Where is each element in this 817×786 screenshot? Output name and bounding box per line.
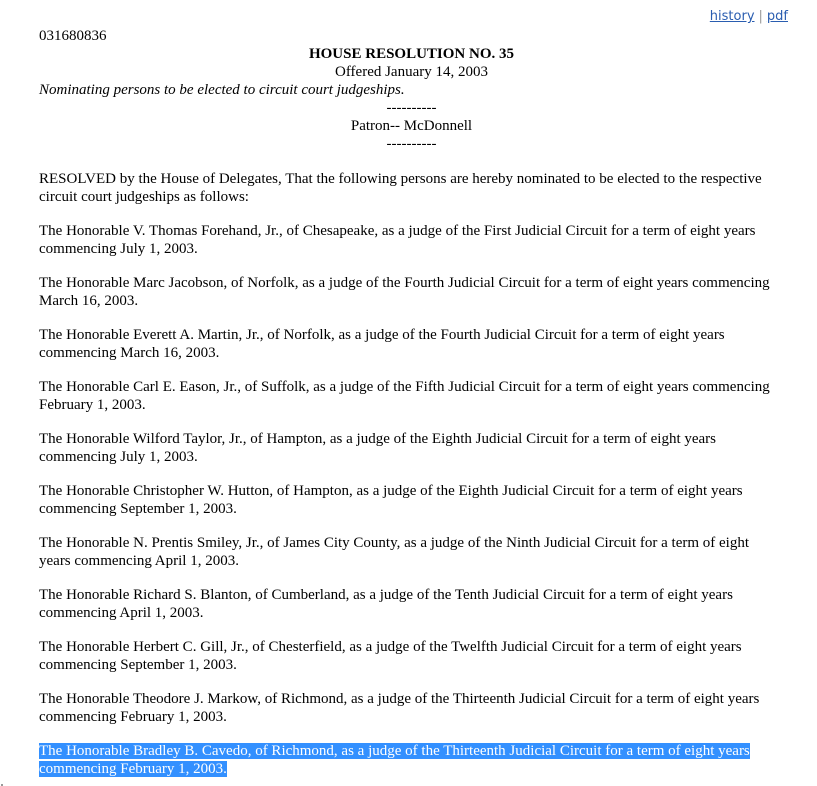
- divider-top: ----------: [386, 100, 437, 116]
- nomination-paragraph-selected: [39, 742, 784, 778]
- nomination-paragraph: The Honorable V. Thomas Forehand, Jr., of Chesapeake, as a judge of the First Judicial Circuit for a term of eight years commencing July 1, 2003.: [39, 223, 756, 257]
- nomination-paragraph: The Honorable Richard S. Blanton, of Cumberland, as a judge of the Tenth Judicial Circuit for a term of eight years commencing April 1, 2003.: [39, 587, 733, 621]
- nomination-paragraph: The Honorable Wilford Taylor, Jr., of Hampton, as a judge of the Eighth Judicial Circuit for a term of eight years commencing July 1, 2003.: [39, 431, 717, 465]
- nomination-paragraph: The Honorable Marc Jacobson, of Norfolk, as a judge of the Fourth Judicial Circuit for a term of eight years commencing March 16, 2003.: [39, 275, 770, 309]
- pdf-link[interactable]: pdf: [766, 9, 788, 24]
- document-id: 031680836: [39, 28, 107, 44]
- resolution-summary: Nominating persons to be elected to circuit court judgeships.: [39, 82, 405, 98]
- nomination-paragraph: The Honorable Everett A. Martin, Jr., of Norfolk, as a judge of the Fourth Judicial Circuit for a term of eight years commencing March 16, 2003.: [39, 327, 725, 361]
- nomination-paragraph: The Honorable Theodore J. Markow, of Richmond, as a judge of the Thirteenth Judicial Circuit for a term of eight years commencing February 1, 2003.: [39, 691, 760, 725]
- top-links: [710, 9, 788, 24]
- nomination-paragraph: The Honorable Herbert C. Gill, Jr., of Chesterfield, as a judge of the Twelfth Judicial Circuit for a term of eight years commencing September 1, 2003.: [39, 639, 742, 673]
- resolution-title: HOUSE RESOLUTION NO. 35: [308, 46, 515, 62]
- history-link[interactable]: history: [709, 9, 755, 24]
- link-separator: |: [758, 9, 763, 24]
- nomination-paragraph: The Honorable N. Prentis Smiley, Jr., of James City County, as a judge of the Ninth Judicial Circuit for a term of eight years commencing April 1, 2003.: [39, 535, 750, 569]
- resolution-document: [39, 27, 784, 778]
- offered-date: Offered January 14, 2003: [334, 64, 488, 80]
- patron-line: Patron-- McDonnell: [350, 118, 473, 134]
- resolved-paragraph: RESOLVED by the House of Delegates, That the following persons are hereby nominated to be elected to the respective circuit court judgeships as follows:: [39, 171, 762, 205]
- nomination-paragraph: The Honorable Christopher W. Hutton, of Hampton, as a judge of the Eighth Judicial Circuit for a term of eight years commencing September 1, 2003.: [39, 483, 743, 517]
- nomination-paragraph: The Honorable Carl E. Eason, Jr., of Suffolk, as a judge of the Fifth Judicial Circuit for a term of eight years commencing February 1, 2003.: [39, 379, 770, 413]
- selected-text[interactable]: The Honorable Bradley B. Cavedo, of Richmond, as a judge of the Thirteenth Judicial Circuit for a term of eight years commencing February 1, 2003.: [39, 743, 750, 777]
- divider-bottom: ----------: [386, 136, 437, 152]
